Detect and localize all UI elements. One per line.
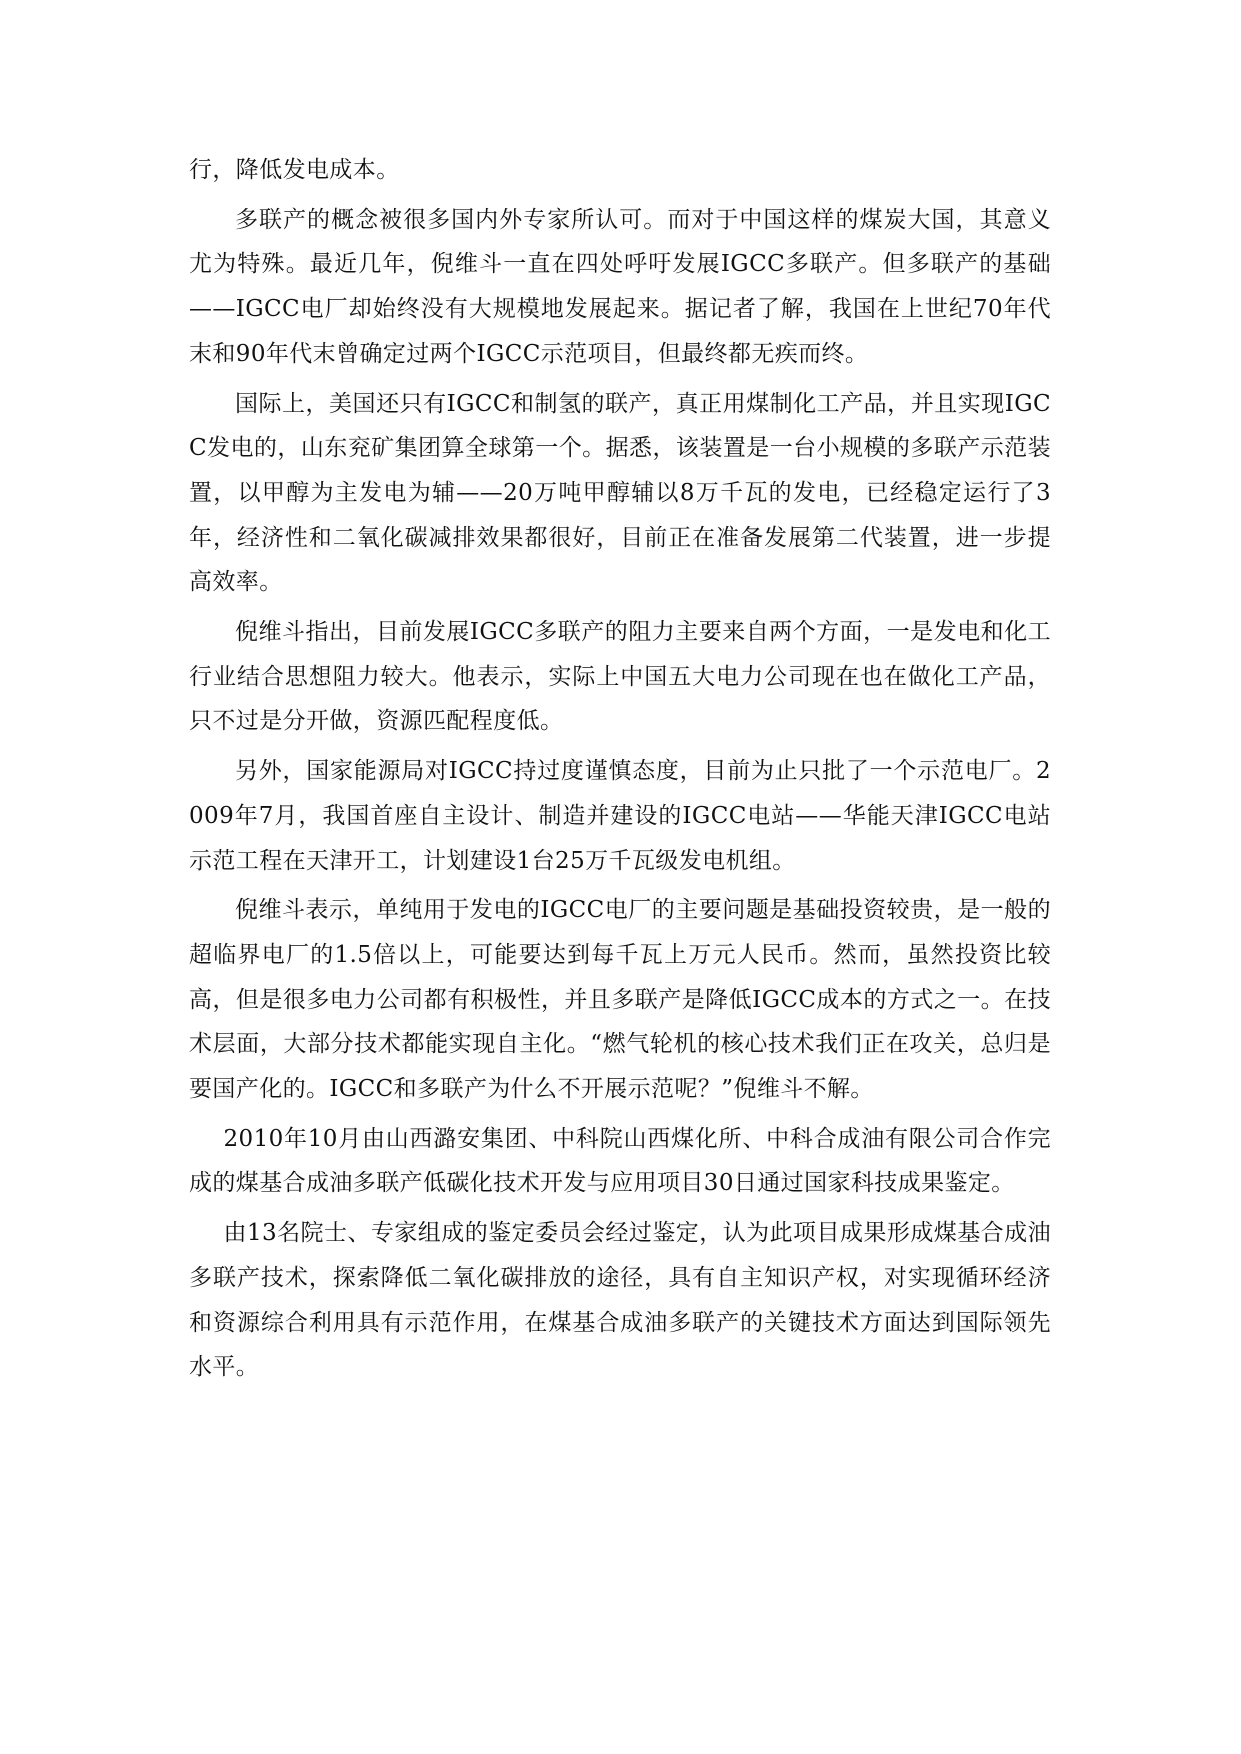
paragraph-continuation: 行，降低发电成本。 bbox=[189, 157, 400, 183]
paragraph-appraisal: 由13名院士、专家组成的鉴定委员会经过鉴定，认为此项目成果形成煤基合成油多联产技术，探索降低二氧化碳排放的途径，具有自主知识产权，对实现循环经济和资源综合利用具有示范作用，在煤基合成油多联产的关键技术方面达到国际领先水平。 bbox=[189, 1220, 1051, 1381]
paragraph-energy-bureau: 另外，国家能源局对IGCC持过度谨慎态度，目前为止只批了一个示范电厂。2009年7月，我国首座自主设计、制造并建设的IGCC电站——华能天津IGCC电站示范工程在天津开工，计划建设1台25万千瓦级发电机组。 bbox=[189, 758, 1051, 874]
paragraph-investment-cost: 倪维斗表示，单纯用于发电的IGCC电厂的主要问题是基础投资较贵，是一般的超临界电厂的1.5倍以上，可能要达到每千瓦上万元人民币。然而，虽然投资比较高，但是很多电力公司都有积极性，并且多联产是降低IGCC成本的方式之一。在技术层面，大部分技术都能实现自主化。“燃气轮机的核心技术我们正在攻关，总归是要国产化的。IGCC和多联产为什么不开展示范呢？”倪维斗不解。 bbox=[189, 897, 1051, 1103]
paragraph-lu-an-project: 2010年10月由山西潞安集团、中科院山西煤化所、中科合成油有限公司合作完成的煤基合成油多联产低碳化技术开发与应用项目30日通过国家科技成果鉴定。 bbox=[189, 1125, 1051, 1197]
paragraph-international-status: 国际上，美国还只有IGCC和制氢的联产，真正用煤制化工产品，并且实现IGCC发电的，山东兖矿集团算全球第一个。据悉，该装置是一台小规模的多联产示范装置，以甲醇为主发电为辅——20万吨甲醇辅以8万千瓦的发电，已经稳定运行了3年，经济性和二氧化碳减排效果都很好，目前正在准备发展第二代装置，进一步提高效率。 bbox=[189, 390, 1051, 596]
article-body bbox=[189, 148, 1051, 1395]
paragraph-resistance: 倪维斗指出，目前发展IGCC多联产的阻力主要来自两个方面，一是发电和化工行业结合思想阻力较大。他表示，实际上中国五大电力公司现在也在做化工产品，只不过是分开做，资源匹配程度低。 bbox=[189, 619, 1051, 735]
paragraph-polygeneration-concept: 多联产的概念被很多国内外专家所认可。而对于中国这样的煤炭大国，其意义尤为特殊。最近几年，倪维斗一直在四处呼吁发展IGCC多联产。但多联产的基础——IGCC电厂却始终没有大规模地发展起来。据记者了解，我国在上世纪70年代末和90年代末曾确定过两个IGCC示范项目，但最终都无疾而终。 bbox=[189, 206, 1051, 367]
